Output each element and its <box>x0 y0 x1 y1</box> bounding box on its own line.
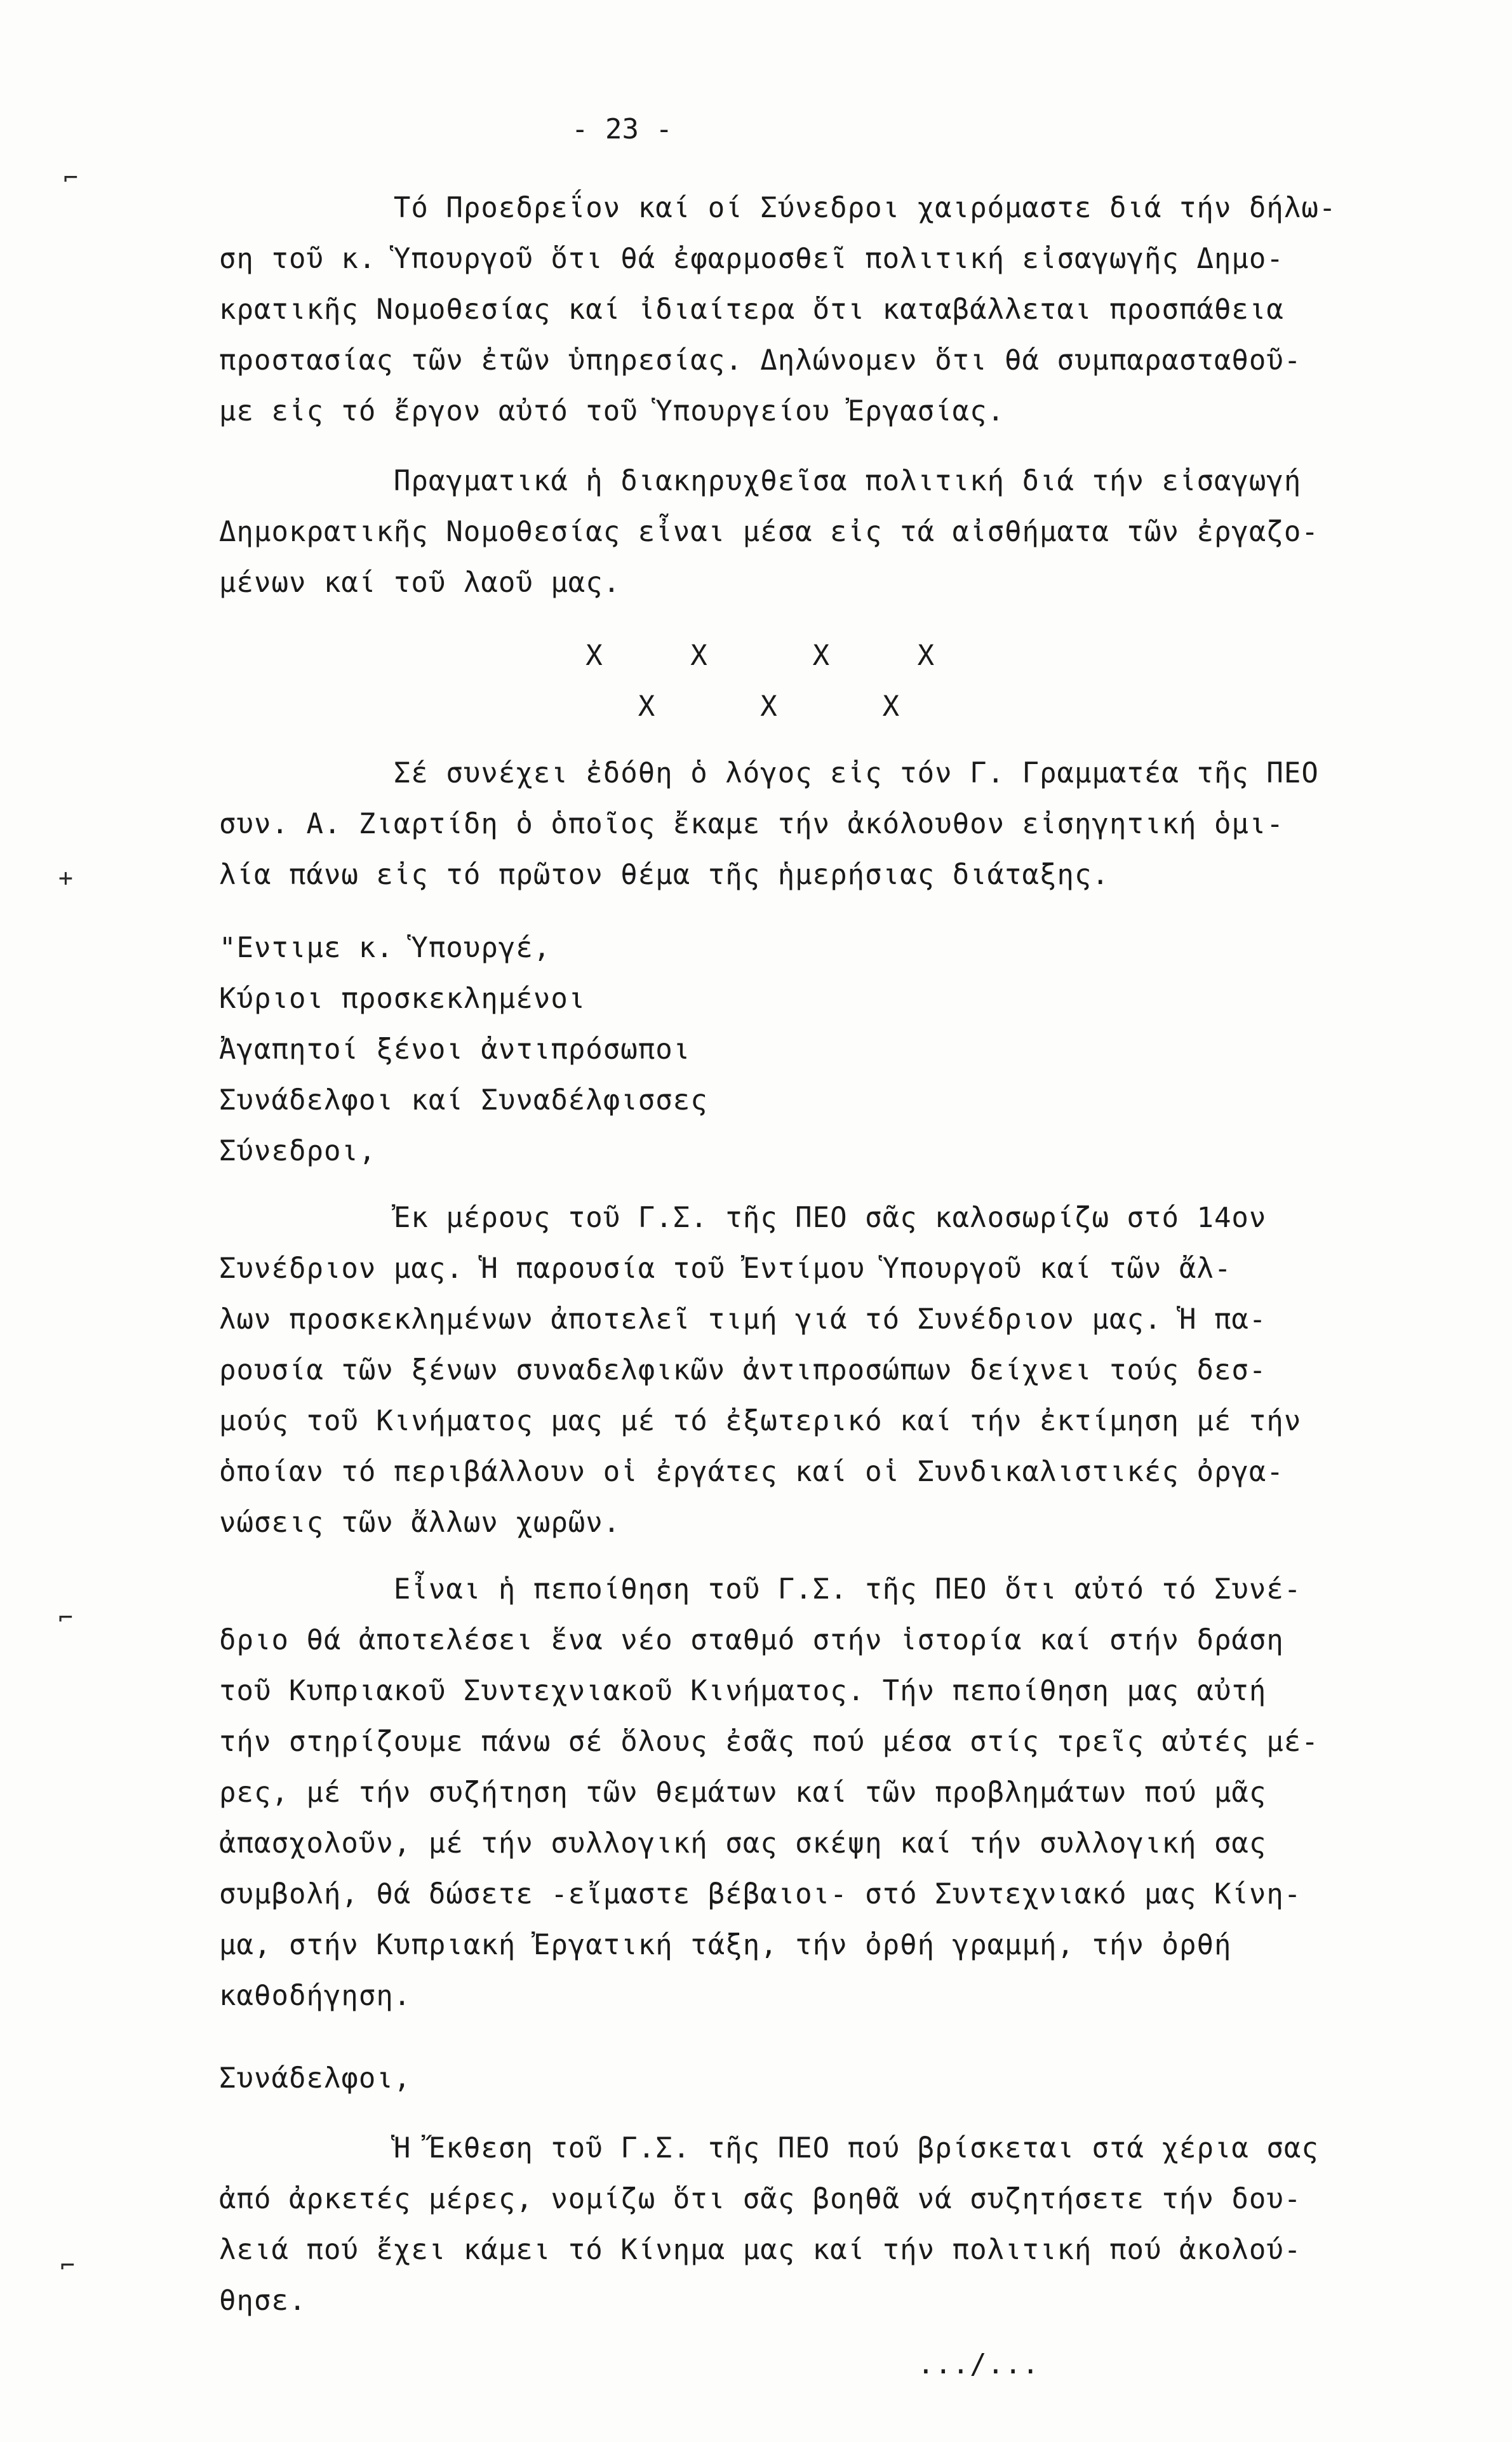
salutation-line: Ἀγαπητοί ξένοι ἀντιπρόσωποι <box>219 1033 691 1066</box>
text-line: Συνέδριον μας. Ἡ παρουσία τοῦ Ἐντίμου Ὑπουργοῦ καί τῶν ἄλ- <box>219 1252 1232 1285</box>
text-line: λειά πού ἔχει κάμει τό Κίνημα μας καί τήν πολιτική πού ἀκολού- <box>219 2234 1302 2266</box>
salutation-line: Συνάδελφοι καί Συναδέλφισσες <box>219 1084 708 1117</box>
text-line: ἀπό ἀρκετές μέρες, νομίζω ὅτι σᾶς βοηθᾶ νά συζητήσετε τήν δου- <box>219 2183 1302 2215</box>
text-line: θησε. <box>219 2284 307 2317</box>
page-number: - 23 - <box>572 113 672 145</box>
salutation-line: Σύνεδροι, <box>219 1135 377 1167</box>
separator-line: Χ Χ Χ Χ <box>219 640 935 672</box>
continuation-mark: .../... <box>219 2348 1040 2380</box>
margin-mark: ⌐ <box>58 1604 73 1632</box>
text-line: Σέ συνέχει ἐδόθη ὁ λόγος εἰς τόν Γ. Γραμματέα τῆς ΠΕΟ <box>219 757 1319 789</box>
margin-mark: ⌐ <box>60 2251 75 2279</box>
text-line: λων προσκεκλημένων ἀποτελεῖ τιμή γιά τό Συνέδριον μας. Ἡ πα- <box>219 1303 1267 1336</box>
text-line: Τό Προεδρεΐον καί οί Σύνεδροι χαιρόμαστε διά τήν δήλω- <box>219 192 1337 224</box>
text-line: δριο θά ἀποτελέσει ἕνα νέο σταθμό στήν ἱστορία καί στήν δράση <box>219 1624 1284 1656</box>
text-line: μα, στήν Κυπριακή Ἐργατική τάξη, τήν ὀρθή γραμμή, τήν ὀρθή <box>219 1929 1232 1961</box>
text-line: καθοδήγηση. <box>219 1980 411 2012</box>
margin-mark: ⌐ <box>64 164 78 192</box>
text-line: μούς τοῦ Κινήματος μας μέ τό ἐξωτερικό καί τήν ἐκτίμηση μέ τήν <box>219 1405 1302 1437</box>
text-line: λία πάνω εἰς τό πρῶτον θέμα τῆς ἡμερήσιας διάταξης. <box>219 859 1110 891</box>
text-line: τοῦ Κυπριακοῦ Συντεχνιακοῦ Κινήματος. Τήν πεποίθηση μας αὐτή <box>219 1675 1267 1707</box>
salutation-line: Συνάδελφοι, <box>219 2062 411 2095</box>
text-line: Εἶναι ἡ πεποίθηση τοῦ Γ.Σ. τῆς ΠΕΟ ὅτι αὐτό τό Συνέ- <box>219 1573 1302 1606</box>
text-line: προστασίας τῶν ἐτῶν ὑπηρεσίας. Δηλώνομεν ὅτι θά συμπαρασταθοῦ- <box>219 344 1302 377</box>
separator-line: Χ Χ Χ <box>219 690 900 723</box>
text-line: ση τοῦ κ. Ὑπουργοῦ ὅτι θά ἐφαρμοσθεῖ πολιτική εἰσαγωγῆς Δημο- <box>219 243 1284 275</box>
salutation-line: Κύριοι προσκεκλημένοι <box>219 983 586 1015</box>
text-line: συμβολή, θά δώσετε -εἴμαστε βέβαιοι- στό Συντεχνιακό μας Κίνη- <box>219 1878 1302 1910</box>
text-line: ρουσία τῶν ξένων συναδελφικῶν ἀντιπροσώπων δείχνει τούς δεσ- <box>219 1354 1267 1386</box>
margin-mark: + <box>58 864 73 892</box>
text-line: νώσεις τῶν ἄλλων χωρῶν. <box>219 1506 621 1539</box>
text-line: ρες, μέ τήν συζήτηση τῶν θεμάτων καί τῶν προβλημάτων πού μᾶς <box>219 1776 1267 1809</box>
text-line: κρατικῆς Νομοθεσίας καί ἰδιαίτερα ὅτι καταβάλλεται προσπάθεια <box>219 293 1284 326</box>
text-line: ὁποίαν τό περιβάλλουν οἱ ἐργάτες καί οἱ Συνδικαλιστικές ὀργα- <box>219 1456 1284 1488</box>
text-line: ἀπασχολοῦν, μέ τήν συλλογική σας σκέψη καί τήν συλλογική σας <box>219 1827 1267 1860</box>
text-line: Δημοκρατικῆς Νομοθεσίας εἶναι μέσα εἰς τά αἰσθήματα τῶν ἐργαζο- <box>219 516 1319 548</box>
text-line: Ἐκ μέρους τοῦ Γ.Σ. τῆς ΠΕΟ σᾶς καλοσωρίζω στό 14ον <box>219 1202 1267 1234</box>
text-line: τήν στηρίζουμε πάνω σέ ὅλους ἐσᾶς πού μέσα στίς τρεῖς αὐτές μέ- <box>219 1726 1319 1758</box>
text-line: συν. Α. Ζιαρτίδη ὁ ὁποῖος ἔκαμε τήν ἀκόλουθον εἰσηγητική ὁμι- <box>219 808 1284 840</box>
text-line: με εἰς τό ἔργον αὐτό τοῦ Ὑπουργείου Ἐργασίας. <box>219 395 1005 427</box>
text-line: Πραγματικά ἡ διακηρυχθεῖσα πολιτική διά τήν εἰσαγωγή <box>219 465 1302 497</box>
text-line: μένων καί τοῦ λαοῦ μας. <box>219 567 621 599</box>
text-line: Ἡ Ἔκθεση τοῦ Γ.Σ. τῆς ΠΕΟ πού βρίσκεται στά χέρια σας <box>219 2132 1319 2164</box>
salutation-line: "Εντιμε κ. Ὑπουργέ, <box>219 932 551 964</box>
